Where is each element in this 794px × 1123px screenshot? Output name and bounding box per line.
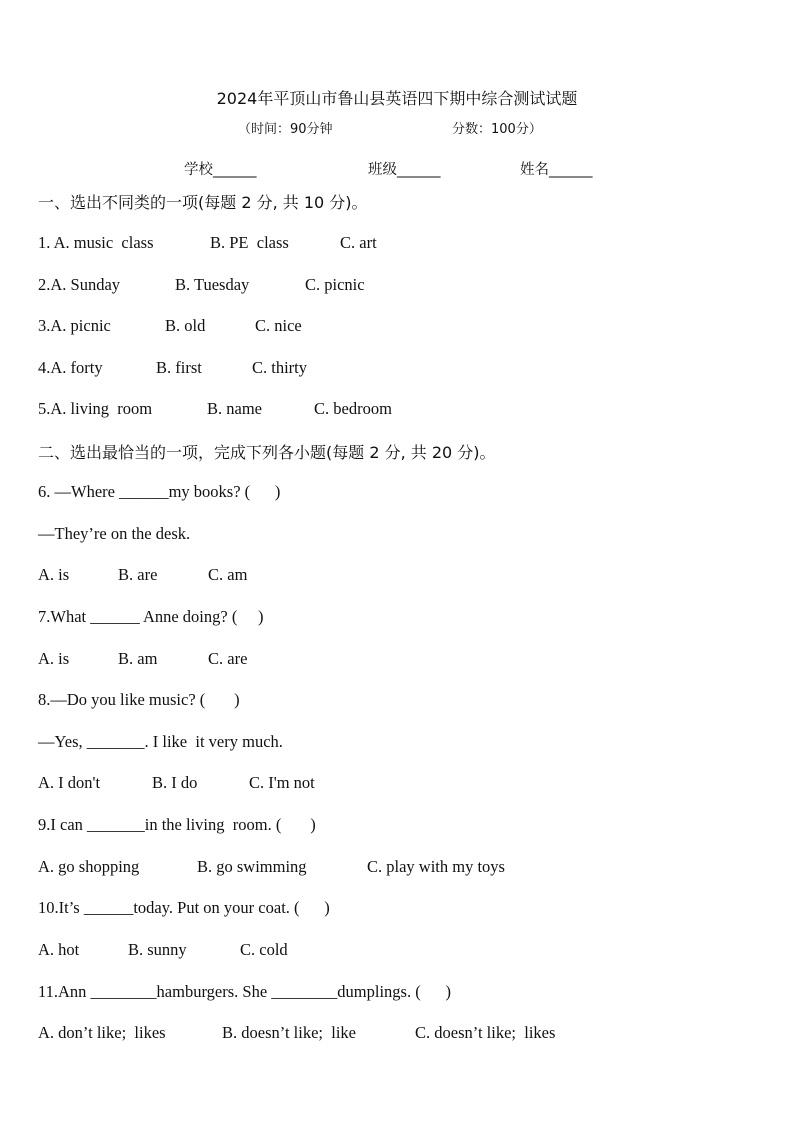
q9-option-b: B. go swimming: [197, 857, 307, 876]
q5-option-c: C. bedroom: [314, 399, 392, 418]
name-field: 姓名______: [520, 162, 593, 178]
exam-title: 2024年平顶山市鲁山县英语四下期中综合测试试题: [216, 89, 578, 108]
q7-option-c: C. are: [208, 649, 248, 668]
q4-option-b: B. first: [156, 358, 202, 377]
q5-option-a: 5.A. living room: [38, 399, 153, 418]
q7-option-a: A. is: [38, 649, 70, 668]
q11-option-b: B. doesn’t like; like: [222, 1023, 356, 1042]
q8-option-a: A. I don't: [38, 773, 101, 792]
q3-option-c: C. nice: [255, 316, 302, 335]
school-field: 学校______: [184, 162, 257, 178]
q7-stem: 7.What ______ Anne doing? ( ): [38, 607, 264, 626]
q9-option-a: A. go shopping: [38, 857, 140, 876]
q11-option-c: C. doesn’t like; likes: [415, 1023, 556, 1042]
q1-option-c: C. art: [340, 233, 377, 252]
q10-option-b: B. sunny: [128, 940, 187, 959]
q6-option-b: B. are: [118, 565, 158, 584]
section-2-heading: 二、选出最恰当的一项，完成下列各小题(每题 2 分, 共 20 分)。: [38, 443, 496, 462]
q3-option-a: 3.A. picnic: [38, 316, 111, 335]
q2-option-c: C. picnic: [305, 275, 365, 294]
q10-option-c: C. cold: [240, 940, 288, 959]
q3-option-b: B. old: [165, 316, 206, 335]
q4-option-a: 4.A. forty: [38, 358, 103, 377]
q1-option-b: B. PE class: [210, 233, 289, 252]
q11-stem: 11.Ann ________hamburgers. She ________dumplings. ( ): [38, 982, 451, 1001]
q10-stem: 10.It’s ______today. Put on your coat. ( ): [38, 898, 330, 917]
q1-option-a: 1. A. music class: [38, 233, 154, 252]
q8-option-c: C. I'm not: [249, 773, 315, 792]
q2-option-a: 2.A. Sunday: [38, 275, 121, 294]
q4-option-c: C. thirty: [252, 358, 308, 377]
class-field: 班级______: [368, 162, 441, 178]
q5-option-b: B. name: [207, 399, 262, 418]
q8-dialog: —Yes, _______. I like it very much.: [38, 732, 283, 751]
q8-option-b: B. I do: [152, 773, 198, 792]
q10-option-a: A. hot: [38, 940, 80, 959]
q9-stem: 9.I can _______in the living room. ( ): [38, 815, 316, 834]
q6-option-a: A. is: [38, 565, 70, 584]
section-1-heading: 一、选出不同类的一项(每题 2 分, 共 10 分)。: [38, 193, 368, 212]
exam-time: （时间：90分钟: [238, 122, 333, 137]
q11-option-a: A. don’t like; likes: [38, 1023, 166, 1042]
q8-stem: 8.—Do you like music? ( ): [38, 690, 240, 709]
exam-score: 分数：100分）: [452, 122, 542, 137]
q6-option-c: C. am: [208, 565, 248, 584]
q6-stem: 6. —Where ______my books? ( ): [38, 482, 281, 501]
q9-option-c: C. play with my toys: [367, 857, 505, 876]
q7-option-b: B. am: [118, 649, 158, 668]
q6-dialog: —They’re on the desk.: [38, 524, 191, 543]
q2-option-b: B. Tuesday: [175, 275, 250, 294]
